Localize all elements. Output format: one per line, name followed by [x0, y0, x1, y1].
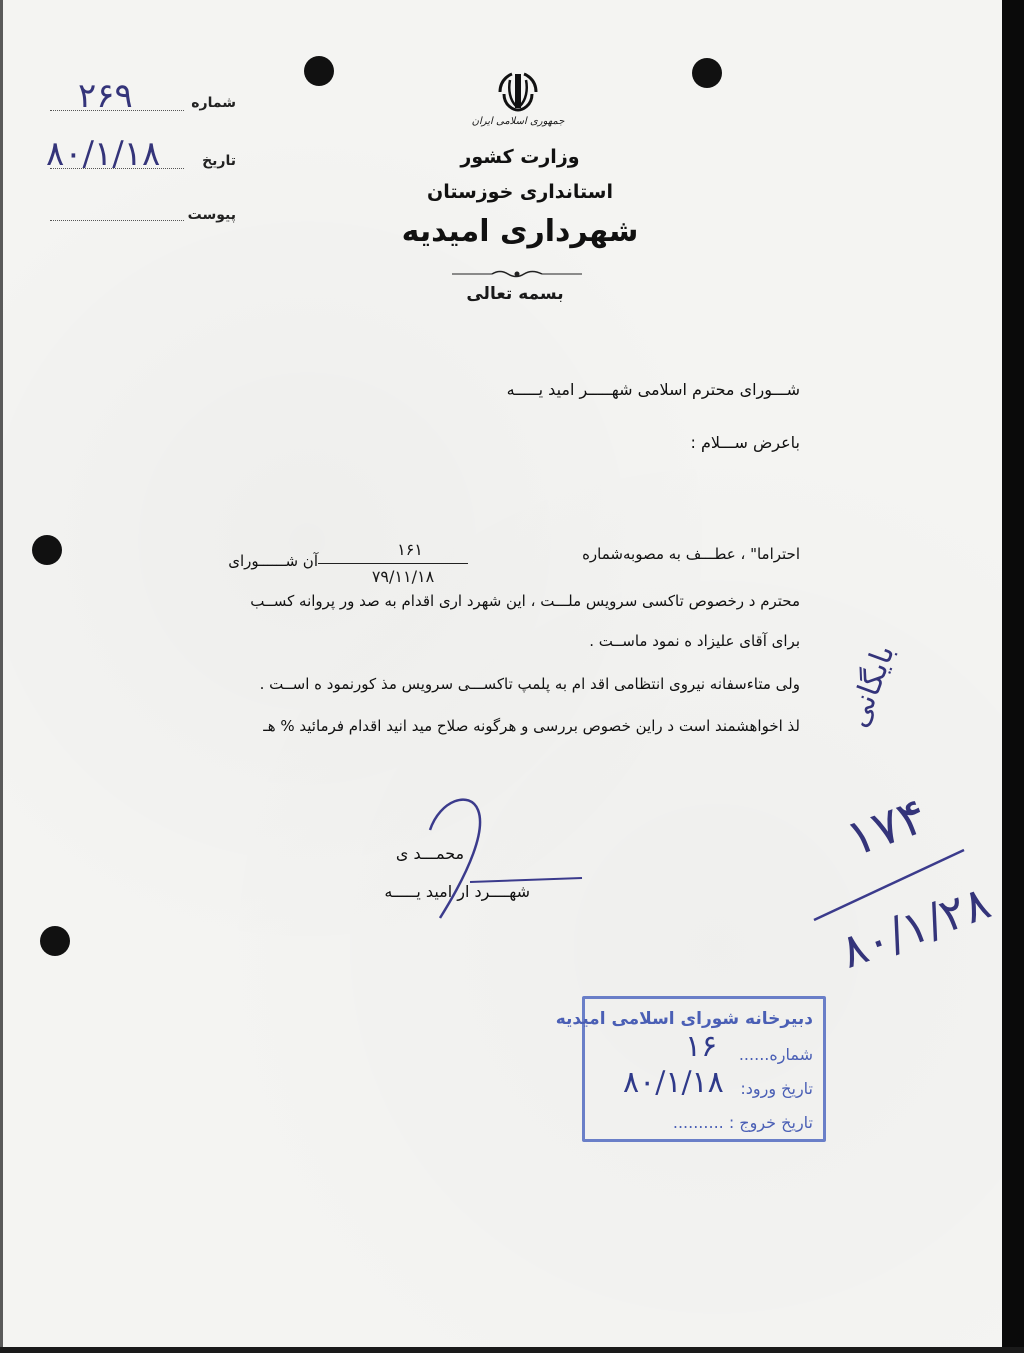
punch-hole [32, 535, 62, 565]
body-line-2: محترم د رخصوص تاکسی سرویس ملـــت ، این شهرد اری اقدام به صد ور پروانه کســب [250, 592, 800, 610]
number-label: شماره [191, 95, 236, 111]
scan-edge-left [0, 0, 3, 1353]
body-line-5: لذ اخواهشمند است د راین خصوص بررسی و هرگونه صلاح مید انید اقدام فرمائید % هـ [263, 717, 800, 735]
resolution-fraction-line [318, 563, 468, 564]
stamp-number-label: شماره...... [738, 1045, 813, 1064]
punch-hole [304, 56, 334, 86]
ministry-title: وزارت کشور [460, 146, 580, 168]
body-line-4: ولی متاءسفانه نیروی انتظامی اقد ام به پلمپ تاکســـی سرویس مذ کورنمود ه اســت . [259, 675, 800, 693]
ornament-divider [452, 264, 582, 274]
signatory-name: محمـــد ی [395, 844, 465, 863]
governorate-title: استانداری خوزستان [426, 181, 613, 203]
municipality-title: شهرداری امیدیه [401, 214, 639, 249]
margin-note-number: ۱۷۴ [838, 785, 935, 869]
resolution-number: ۱۶۱ [397, 540, 423, 559]
body-line-1-start: احتراما" ، عطـــف به مصوبه‌شماره [582, 545, 800, 563]
invocation: بسمه تعالی [466, 284, 564, 304]
body-line-1-end: آن شــــــورای [228, 552, 318, 570]
emblem-caption: جمهوری اسلامی ایران [471, 116, 565, 127]
stamp-number-value: ۱۶ [685, 1029, 718, 1064]
iran-emblem-icon [494, 70, 542, 114]
addressee: شـــورای محترم اسلامی شهـــــر امید یـــــه [506, 380, 800, 399]
attachment-dots [50, 220, 184, 221]
resolution-date: ۷۹/۱۱/۱۸ [371, 567, 435, 586]
body-line-3: برای آقای علیزاد ه نمود ماســت . [589, 632, 800, 650]
greeting: باعرض ســـلام : [690, 433, 800, 452]
stamp-exit-date-label: تاریخ خروج : .......... [672, 1113, 813, 1132]
attachment-label: پیوست [187, 207, 236, 223]
scan-edge-bottom [0, 1347, 1024, 1353]
punch-hole [692, 58, 722, 88]
margin-note-text: بایگانی [840, 640, 902, 732]
stamp-entry-date-value: ۸۰/۱/۱۸ [623, 1065, 724, 1100]
number-value: ۲۶۹ [78, 76, 133, 116]
scan-edge-right [1002, 0, 1024, 1353]
margin-note-date: ۸۰/۱/۲۸ [833, 875, 998, 979]
stamp-title: دبیرخانه شورای اسلامی امیدیه [555, 1009, 813, 1029]
date-value: ۸۰/۱/۱۸ [46, 134, 161, 174]
signatory-title: شهــــرد ار امید یـــــه [384, 882, 530, 901]
stamp-entry-date-label: تاریخ ورود: [740, 1079, 813, 1098]
punch-hole [40, 926, 70, 956]
secretariat-stamp [555, 996, 826, 1142]
date-label: تاریخ [202, 153, 236, 169]
